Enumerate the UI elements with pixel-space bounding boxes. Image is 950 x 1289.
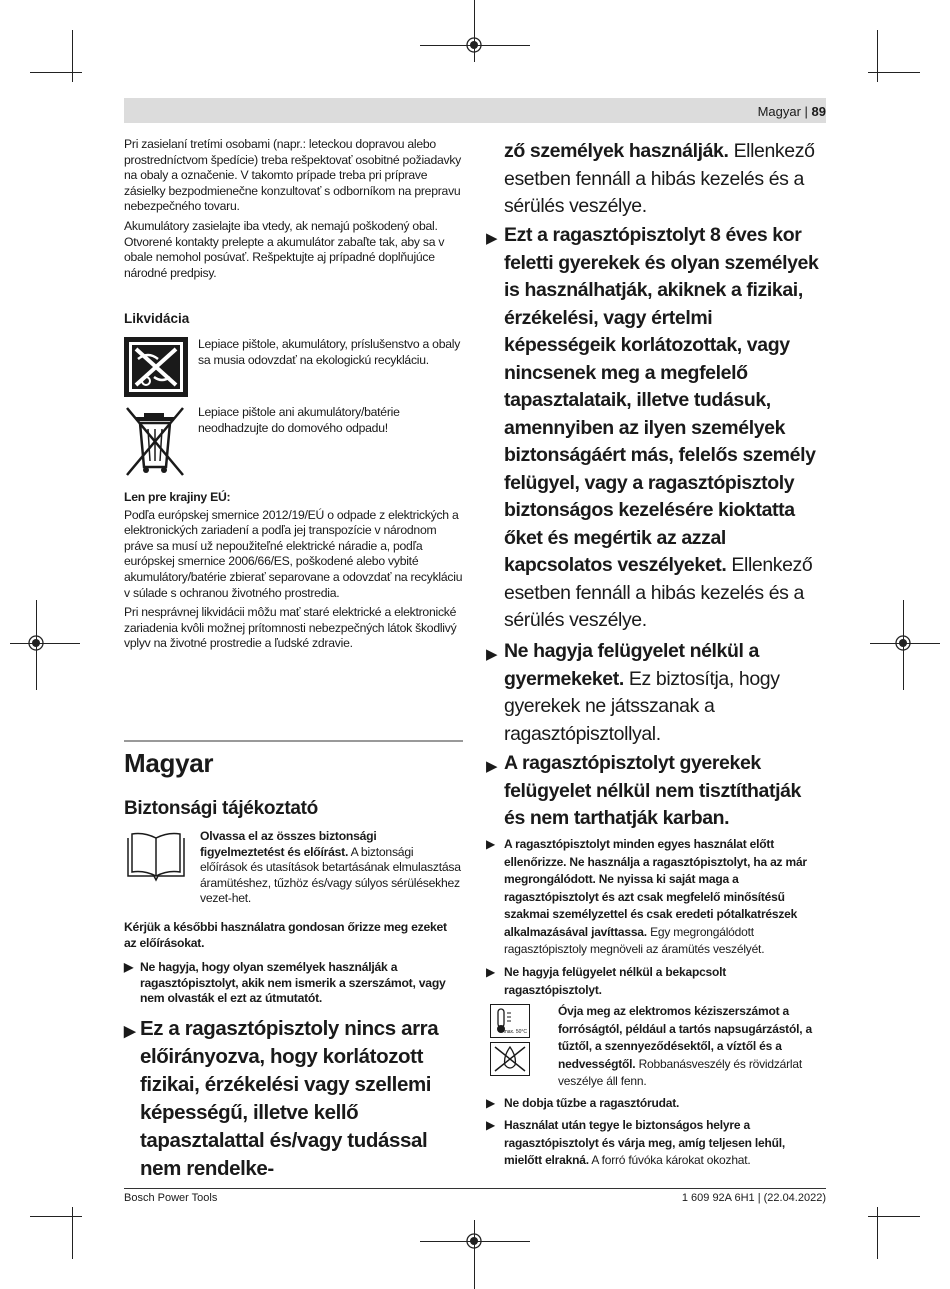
bullet-item [486,222,826,635]
footer-brand: Bosch Power Tools [124,1192,218,1204]
bullet-arrow-icon: ▶ [486,1096,496,1110]
eu-section [124,490,464,656]
bullet-text-bold: Használat után tegye le biztonságos helyre a ragasztópisztolyt és várja meg, amíg teljesen lehűl, mielőtt elrakná. [504,1118,786,1167]
disposal-heading: Likvidácia [124,311,190,326]
crop-mark [868,1216,920,1217]
crop-mark [30,72,82,73]
bullet-text-bold: Ne hagyja felügyelet nélkül a bekapcsolt ragasztópisztolyt. [504,965,727,997]
read-instructions [200,829,463,907]
footer-rule [124,1188,826,1189]
crop-mark [30,1216,82,1217]
bullet-item [486,1095,824,1113]
bullet-arrow-icon: ▶ [486,230,498,247]
language-heading: Magyar [124,748,214,778]
bullet-text-bold: Ne dobja tűzbe a ragasztórudat. [504,1096,680,1110]
manual-book-icon [124,832,188,882]
bullet-text-bold: A ragasztópisztolyt minden egyes használat előtt ellenőrizze. Ne használja a ragasztópisztolyt, ha az már megrongálódott. Ne nyissa ki saját maga a ragasztópisztolyt és azt csak megfelelő minősítésű szakmai személyzettel és csak eredeti pótalkatrészek alkalmazásával javíttassa. [504,837,807,939]
eu-heading: Len pre krajiny EÚ: [124,490,231,504]
bullet-text-rest: Ellenkező esetben fennáll a hibás kezelés és a sérülés veszélye. [504,554,813,631]
page-number: 89 [811,104,826,119]
bullet-arrow-icon: ▶ [486,646,498,663]
bullet-item [486,750,826,833]
bullet-text-bold: Ne hagyja felügyelet nélkül a gyermekeket. [504,640,759,690]
bullet-item [124,960,462,1007]
bullet-item [124,1015,468,1183]
bin-text: Lepiace pištole ani akumulátory/batérie neodhadzujte do domového odpadu! [198,405,400,435]
crop-mark [474,1220,475,1289]
read-instructions-rest: A biztonsági előírások és utasítások betartásának elmulasztása áramütéshez, tűzhöz és/vagy súlyos sérülésekhez vezet-het. [200,844,461,906]
bullet-text: Ne hagyja, hogy olyan személyek használják a ragasztópisztolyt, akik nem ismerik a szerszámot, vagy nem olvasták el ezt az útmutatót. [140,960,446,1006]
bullet-text-rest: A forró fúvóka károkat okozhat. [591,1153,751,1167]
recycle-tool-icon [124,337,188,397]
protect-bold: Óvja meg az elektromos kéziszerszámot a forróságtól, például a tartós napsugárzástól, a tűztől, a szennyeződésektől, a víztől és a nedvességtől. [558,1004,812,1071]
bullet-text-bold: Ezt a ragasztópisztolyt 8 éves kor feletti gyerekek és olyan személyek is használhatják, akiknek a fizikai, érzékelési, vagy értelmi képességeik korlátozottak, vagy nincsenek meg a megfelelő tapasztalataik, illetve tudásuk, amennyiben az ilyen személyek biztonságáért más, felelős személy felügyel, vagy a ragasztópisztoly biztonságos kezelésére kioktatta őket és megértik az azzal kapcsolatos veszélyeket. [504,224,819,576]
bullet-arrow-icon: ▶ [486,965,496,979]
crop-mark [72,1207,73,1259]
bullet-arrow-icon: ▶ [486,837,496,851]
read-instructions-bold: Olvassa el az összes biztonsági figyelmeztetést és előírást. [200,829,377,859]
footer-doc-number: 1 609 92A 6H1 | (22.04.2022) [681,1192,826,1204]
crop-mark [868,72,920,73]
header-section: Magyar [757,104,801,119]
bullet-item [486,1117,824,1170]
keep-instructions: Kérjük a későbbi használatra gondosan őrizze meg ezeket az előírásokat. [124,920,447,950]
crossed-bin-icon [124,405,186,477]
header-bar [124,98,826,123]
bullet-continuation [486,138,826,221]
bullet-text: Ez a ragasztópisztoly nincs arra előirányozva, hogy korlátozott fizikai, érzékelési vagy szellemi képességű, illetve kellő tapasztalattal és/vagy tudással nem rendelke- [140,1017,439,1180]
thermometer-label: max. 50°C [503,1029,527,1035]
bullet-text-bold: ző személyek használják. [504,140,729,162]
bullet-arrow-icon: ▶ [124,1023,136,1040]
section-divider [124,740,463,742]
eu-paragraph-1: Podľa európskej smernice 2012/19/EÚ o odpade z elektrických a elektronických zariadení a podľa jej transpozície v národnom práve sa musí už nepoužiteľné elektrické náradie a, podľa európskej smernice 2006/66/ES, poškodené alebo vybité akumulátory/batérie zbierať separovane a odovzdať na recykláciu v súlade s ochranou životného prostredia. [124,507,463,600]
bullet-item [486,638,826,748]
bullet-arrow-icon: ▶ [486,758,498,775]
thermometer-icon [490,1004,530,1038]
shipping-paragraph-1: Pri zasielaní tretími osobami (napr.: leteckou dopravou alebo prostredníctvom špedície) treba rešpektovať osobitné požiadavky na obaly a označenie. V takomto prípade treba pri príprave zásielky bezpodmienečne konzultovať s odborníkom na prepravu nebezpečného tovaru. [124,137,462,214]
protect-text [558,1003,826,1091]
crop-mark [877,30,878,82]
registration-mark-icon [465,36,483,54]
recycle-text: Lepiace pištole, akumulátory, príslušenstvo a obaly sa musia odovzdať na ekologickú recykláciu. [198,337,461,367]
bullet-text-bold: A ragasztópisztolyt gyerekek felügyelet nélkül nem tisztíthatják és nem tarthatják karban. [504,752,801,829]
registration-mark-icon [894,634,912,652]
bullet-text-rest: Egy megrongálódott ragasztópisztoly megnöveli az áramütés veszélyét. [504,924,765,956]
page-header: Magyar | 89 [757,104,826,119]
safety-heading: Biztonsági tájékoztató [124,798,318,819]
protect-rest: Robbanásveszély és rövidzárlat veszélye áll fenn. [558,1056,802,1088]
shipping-text [124,137,464,285]
bullet-item [486,836,824,959]
bullet-text-rest: Ellenkező esetben fennáll a hibás kezelés és a sérülés veszélye. [504,140,815,217]
bullet-text-rest: Ez biztosítja, hogy gyerekek ne játsszanak a ragasztópisztollyal. [504,667,780,745]
registration-mark-icon [465,1232,483,1250]
no-water-icon [490,1042,530,1076]
bullet-item [486,964,824,999]
bullet-arrow-icon: ▶ [124,960,134,974]
crop-mark [10,643,80,644]
crop-mark [72,30,73,82]
crop-mark [877,1207,878,1259]
eu-paragraph-2: Pri nesprávnej likvidácii môžu mať staré elektrické a elektronické zariadenia kvôli možnej prítomnosti nebezpečných látok škodlivý vplyv na životné prostredie a ľudské zdravie. [124,605,457,651]
bullet-arrow-icon: ▶ [486,1118,496,1132]
shipping-paragraph-2: Akumulátory zasielajte iba vtedy, ak nemajú poškodený obal. Otvorené kontakty prelepte a akumulátor zabaľte tak, aby sa v obale nemohol posúvať. Rešpektujte aj prípadné doplňujúce národné predpisy. [124,218,445,280]
registration-mark-icon [27,634,45,652]
